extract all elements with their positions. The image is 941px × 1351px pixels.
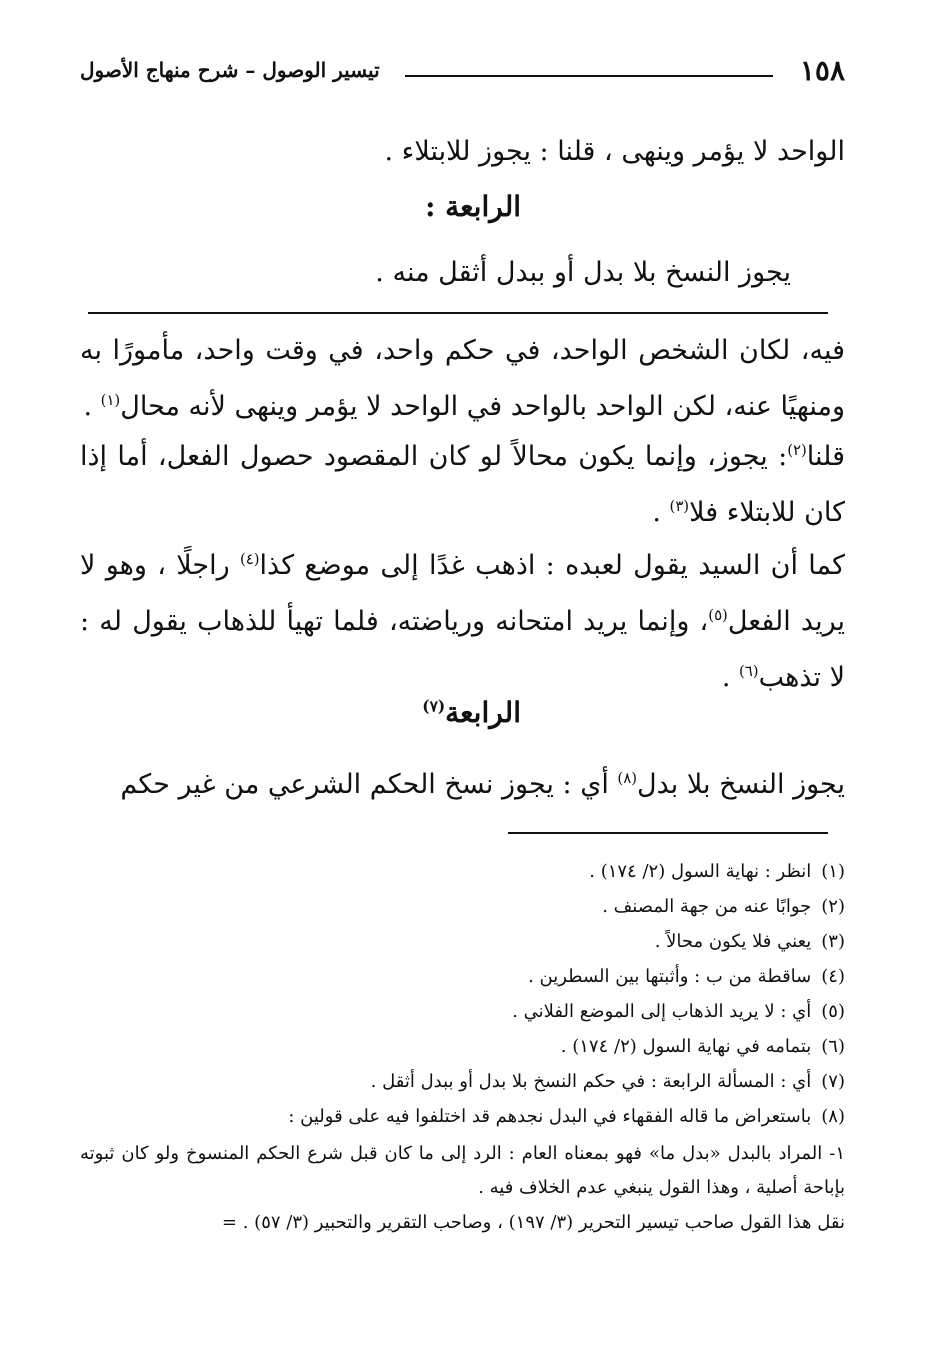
paragraph-1 bbox=[80, 323, 845, 435]
footnote-ref-2[interactable]: (٢) bbox=[787, 441, 807, 459]
footnote-6 bbox=[561, 1030, 845, 1064]
section-heading-2 bbox=[422, 696, 521, 729]
paragraph-3 bbox=[80, 538, 845, 706]
footnote-8 bbox=[288, 1100, 845, 1134]
footnote-ref-3[interactable]: (٣) bbox=[669, 497, 690, 515]
footnote-number: (٥) bbox=[821, 1001, 845, 1022]
footnote-5 bbox=[512, 995, 845, 1029]
footnote-text: جوابًا عنه من جهة المصنف . bbox=[602, 896, 812, 917]
footnote-ref-5[interactable]: (٥) bbox=[708, 606, 728, 624]
footnote-2 bbox=[602, 890, 845, 924]
footnote-number: (٢) bbox=[821, 896, 845, 917]
body-line-2: يجوز النسخ بلا بدل أو ببدل أثقل منه . bbox=[375, 257, 791, 288]
paragraph-3-mid-2: ، وإنما يريد امتحانه ورياضته، فلما تهيأ للذهاب يقول له : لا تذهب bbox=[80, 606, 845, 693]
footnote-1 bbox=[589, 855, 845, 889]
footnote-ref-7[interactable]: (٧) bbox=[422, 697, 446, 716]
page-number: ١٥٨ bbox=[799, 54, 845, 87]
footnote-text: بتمامه في نهاية السول (٢/ ١٧٤) . bbox=[560, 1036, 812, 1057]
section-heading-2-text: الرابعة bbox=[445, 696, 521, 729]
footnote-ref-1[interactable]: (١) bbox=[100, 391, 121, 409]
footnote-ref-6[interactable]: (٦) bbox=[739, 662, 759, 680]
footnote-number: (١) bbox=[821, 861, 845, 882]
footnote-text: يعني فلا يكون محالاً . bbox=[654, 931, 812, 952]
paragraph-2-end: . bbox=[652, 497, 670, 528]
section-heading-1: الرابعة : bbox=[425, 190, 521, 223]
body-line-1: الواحد لا يؤمر وينهى ، قلنا : يجوز للابتلاء . bbox=[384, 136, 845, 167]
footnote-number: (٦) bbox=[821, 1036, 845, 1057]
body-line-3 bbox=[120, 757, 845, 813]
section-divider bbox=[88, 312, 828, 314]
footnote-text: ساقطة من ب : وأثبتها بين السطرين . bbox=[528, 966, 812, 987]
footnote-number: (٧) bbox=[821, 1071, 845, 1092]
paragraph-2-mid: : يجوز، وإنما يكون محالاً لو كان المقصود حصول الفعل، أما إذا كان للابتلاء فلا bbox=[80, 441, 845, 528]
footnote-text: أي : المسألة الرابعة : في حكم النسخ بلا بدل أو ببدل أثقل . bbox=[370, 1071, 812, 1092]
paragraph-3-start: كما أن السيد يقول لعبده : اذهب غدًا إلى موضع كذا bbox=[259, 550, 845, 581]
footnote-text: انظر : نهاية السول (٢/ ١٧٤) . bbox=[589, 861, 812, 882]
paragraph-1-end: . bbox=[83, 391, 101, 422]
header-rule bbox=[405, 75, 773, 77]
paragraph-1-text: فيه، لكان الشخص الواحد، في حكم واحد، في وقت واحد، مأمورًا به ومنهيًا عنه، لكن الواحد بالواحد في الواحد لا يؤمر وينهى لأنه محال bbox=[80, 335, 845, 422]
footnote-number: (٣) bbox=[821, 931, 845, 952]
footnote-divider bbox=[508, 832, 828, 834]
footnote-text: باستعراض ما قاله الفقهاء في البدل نجدهم قد اختلفوا فيه على قولين : bbox=[288, 1106, 812, 1127]
footnote-8-item-2: نقل هذا القول صاحب تيسير التحرير (٣/ ١٩٧) ، وصاحب التقرير والتحبير (٣/ ٥٧) . = bbox=[221, 1212, 845, 1233]
footnote-ref-8[interactable]: (٨) bbox=[617, 769, 637, 787]
footnote-3 bbox=[655, 925, 845, 959]
running-title: تيسير الوصول – شرح منهاج الأصول bbox=[80, 58, 380, 82]
paragraph-3-end: . bbox=[721, 662, 739, 693]
body-line-3-start: يجوز النسخ بلا بدل bbox=[637, 769, 845, 800]
paragraph-2-start: قلنا bbox=[806, 441, 845, 472]
paragraph-2 bbox=[80, 429, 845, 541]
footnote-7 bbox=[371, 1065, 845, 1099]
footnote-text: أي : لا يريد الذهاب إلى الموضع الفلاني . bbox=[512, 1001, 812, 1022]
paragraph-3-mid-1: راجلًا ، وهو لا يريد الفعل bbox=[80, 550, 845, 637]
footnote-number: (٤) bbox=[821, 966, 845, 987]
footnote-ref-4[interactable]: (٤) bbox=[239, 550, 260, 568]
footnote-number: (٨) bbox=[821, 1106, 845, 1127]
footnote-8-item-1: ١- المراد بالبدل «بدل ما» فهو بمعناه العام : الرد إلى ما كان قبل شرع الحكم المنسوخ ولو كان ثبوته بإباحة أصلية ، وهذا القول ينبغي عدم الخلاف فيه . bbox=[80, 1143, 845, 1198]
body-line-3-end: أي : يجوز نسخ الحكم الشرعي من غير حكم bbox=[120, 769, 618, 800]
footnote-4 bbox=[528, 960, 845, 994]
